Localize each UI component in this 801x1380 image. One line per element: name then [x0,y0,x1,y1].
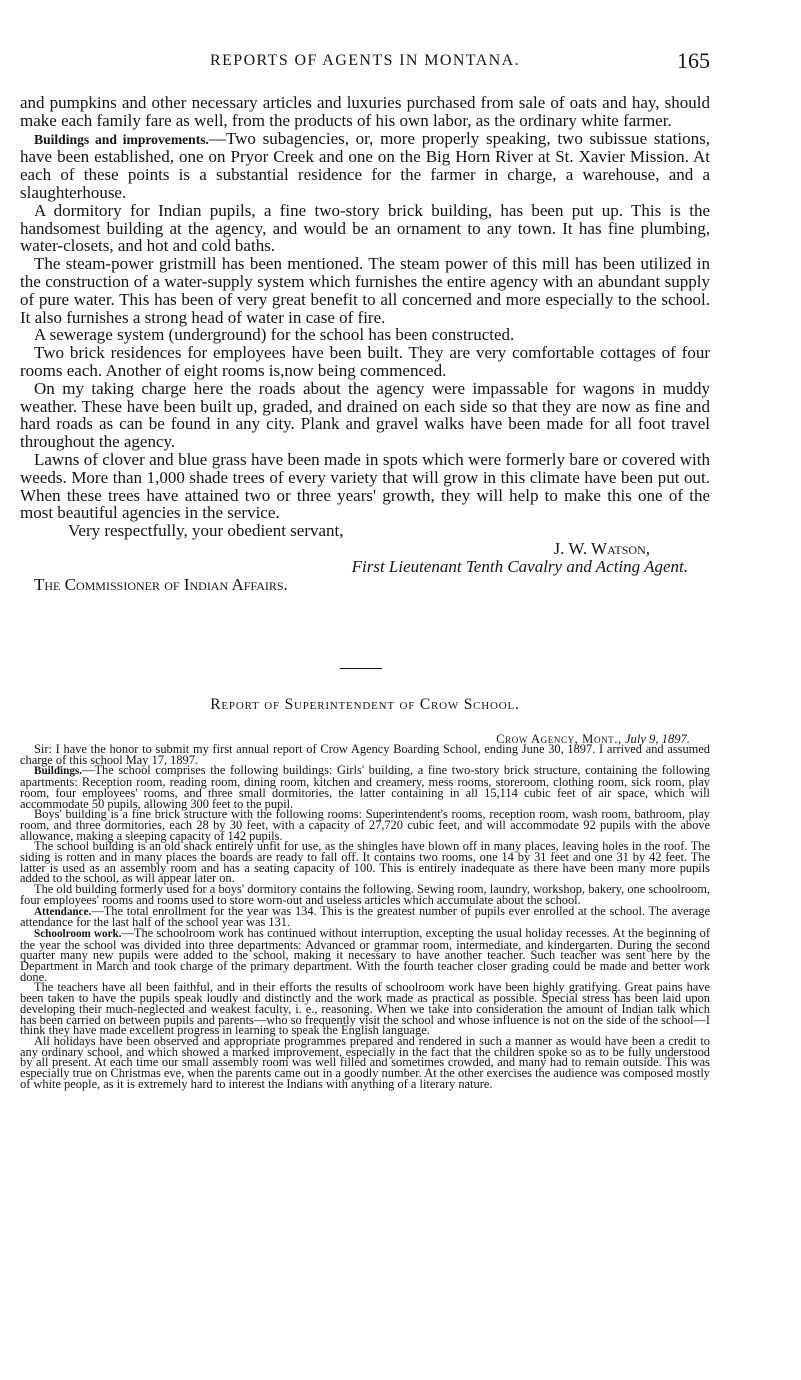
running-title: REPORTS OF AGENTS IN MONTANA. [210,52,520,69]
report-paragraph: All holidays have been observed and appropriate programmes prepared and rendered in such a manner as would have been a credit to any ordinary school, and which showed a marked improvement, especially in the fact that the children spoke so as to be fully understood by all present. At each time our small assembly room was well filled and sometimes crowded, and many had to remain outside. This was especially true on Christmas eve, when the parents came out in a goodly number. At the other exercises the audience was composed mostly of white people, as it is extremely hard to interest the Indians with anything of a literary nature. [20,1033,710,1091]
report-paragraph [20,903,710,930]
page-header [20,48,710,78]
letter-paragraph: Two brick residences for employees have been built. They are very comfortable cottages of four rooms each. Another of eight rooms is,now being commenced. [20,343,710,380]
letter-paragraph [20,130,710,202]
page-number: 165 [677,48,710,73]
agent-letter-body [20,94,710,593]
report-paragraph-text: —The school comprises the following buildings: Girls' building, a fine two-story brick structure, containing the following apartments: Reception room, reading room, dining room, kitchen and creamery, mess rooms, storeroom, clothing room, sick room, play room, four employees' rooms, and three small dormitories, the latter containing in all 15,114 cubic feet of air space, which will accommodate 50 pupils, allowing 300 feet to the pupil. [20,763,710,811]
report-paragraph: The school building is an old shack entirely unfit for use, as the shingles have blown off in many places, leaving holes in the roof. The siding is rotten and in many places the boards are ready to fall off. It contains two rooms, one 14 by 31 feet and one 31 by 42 feet. The latter is used as an assembly room and has a seating capacity of 100. This is entirely inadequate as there have been many more pupils added to the school, as will appear later on. [20,839,710,886]
dateline-date: July 9, 1897. [624,732,690,746]
report-paragraph: Sir: I have the honor to submit my first annual report of Crow Agency Boarding School, ending June 30, 1897. I arrived and assumed charge of this school May 17, 1897. [20,742,710,767]
report-paragraph: Boys' building is a fine brick structure with the following rooms: Superintendent's rooms, reception room, wash room, bathroom, play room, and three dormitories, each 28 by 30 feet, with a capacity of 27,720 cubic feet, and will accommodate 92 pupils with the above allowance, making a sleeping capacity of 142 pupils. [20,807,710,843]
report-paragraph: The teachers have all been faithful, and in their efforts the results of schoolroom work have been highly gratifying. Great pains have been taken to have the pupils speak loudly and distinctly and the work made as practical as possible. Special stress has been laid upon developing their much-neglected and weakest faculty, i. e., reasoning. When we take into consideration the amount of Indian talk which has been carried on between pupils and parents—who so frequently visit the school and whose influence is not on the side of the school—I think they have made excellent progress in learning to speak the English language. [20,980,710,1038]
report-paragraph-text: —The schoolroom work has continued without interruption, excepting the usual holiday recesses. At the beginning of the year the school was divided into three departments: Advanced or grammar room, intermediate, and kindergarten. During the second quarter many new pupils were added to the school, making it necessary to have another teacher. Such teacher was sent here by the Department in March and took charge of the primary department. With the fourth teacher closer grading could be made and better work done. [20,925,710,984]
report-title: Report of Superintendent of Crow School. [210,696,520,713]
letter-paragraph: A dormitory for Indian pupils, a fine two-story brick building, has been put up. This is the handsomest building at the agency, and would be an ornament to any town. It has fine plumbing, water-closets, and hot and cold baths. [20,200,710,256]
report-paragraph [20,765,710,809]
letter-paragraph: Lawns of clover and blue grass have been made in spots which were formerly bare or covered with weeds. More than 1,000 shade trees of every variety that will grow in this climate have been put out. When these trees have attained two or three years' growth, they will help to make this one of the most beautiful agencies in the service. [20,449,710,523]
report-paragraph: The old building formerly used for a boys' dormitory contains the following. Sewing room, laundry, workshop, bakery, one schoolroom, four employees' rooms and rooms used to store worn-out and useless articles which accumulate about the school. [20,882,710,907]
letter-paragraph-text: —Two subagencies, or, more properly speaking, two subissue stations, have been established, one on Pryor Creek and one on the Big Horn River at St. Xavier Mission. At each of these points is a substantial residence for the farmer in charge, a warehouse, and a slaughterhouse. [20,128,710,202]
report-paragraph [20,925,710,984]
letter-closing: Very respectfully, your obedient servant, [68,521,344,541]
dateline-place: Crow Agency, Mont., [496,732,622,746]
section-divider [340,668,382,669]
section-runin-heading: Schoolroom work. [34,927,122,940]
school-report-body [20,744,710,1090]
letter-paragraph: The steam-power gristmill has been mentioned. The steam power of this mill has been utilized in the construction of a water-supply system which furnishes the entire agency with an abundant supply of pure water. This has been of very great benefit to all concerned and more especially to the school. It also furnishes a strong head of water in case of fire. [20,254,710,327]
letter-paragraph: A sewerage system (underground) for the school has been constructed. [34,325,515,345]
report-paragraph-text: —The total enrollment for the year was 134. This is the greatest number of pupils ever enrolled at the school. The average attendance for the last half of the school year was 131. [20,903,710,930]
letter-paragraph: On my taking charge here the roads about the agency were impassable for wagons in muddy weather. These have been built up, graded, and drained on each side so that they are now as fine and hard roads as can be found in any city. Plank and gravel walks have been made for all foot travel throughout the agency. [20,378,710,452]
section-runin-heading: Buildings and improvements. [34,131,209,147]
letter-addressee: The Commissioner of Indian Affairs. [34,574,288,594]
letter-paragraph: and pumpkins and other necessary articles and luxuries purchased from sale of oats and hay, should make each family fare as well, from the products of his own labor, as the ordinary white farmer. [20,93,710,130]
section-runin-heading: Attendance. [34,905,92,918]
signature-title: First Lieutenant Tenth Cavalry and Acting Agent. [351,556,688,576]
section-runin-heading: Buildings. [34,765,83,778]
signature-name: J. W. Watson, [553,538,650,558]
